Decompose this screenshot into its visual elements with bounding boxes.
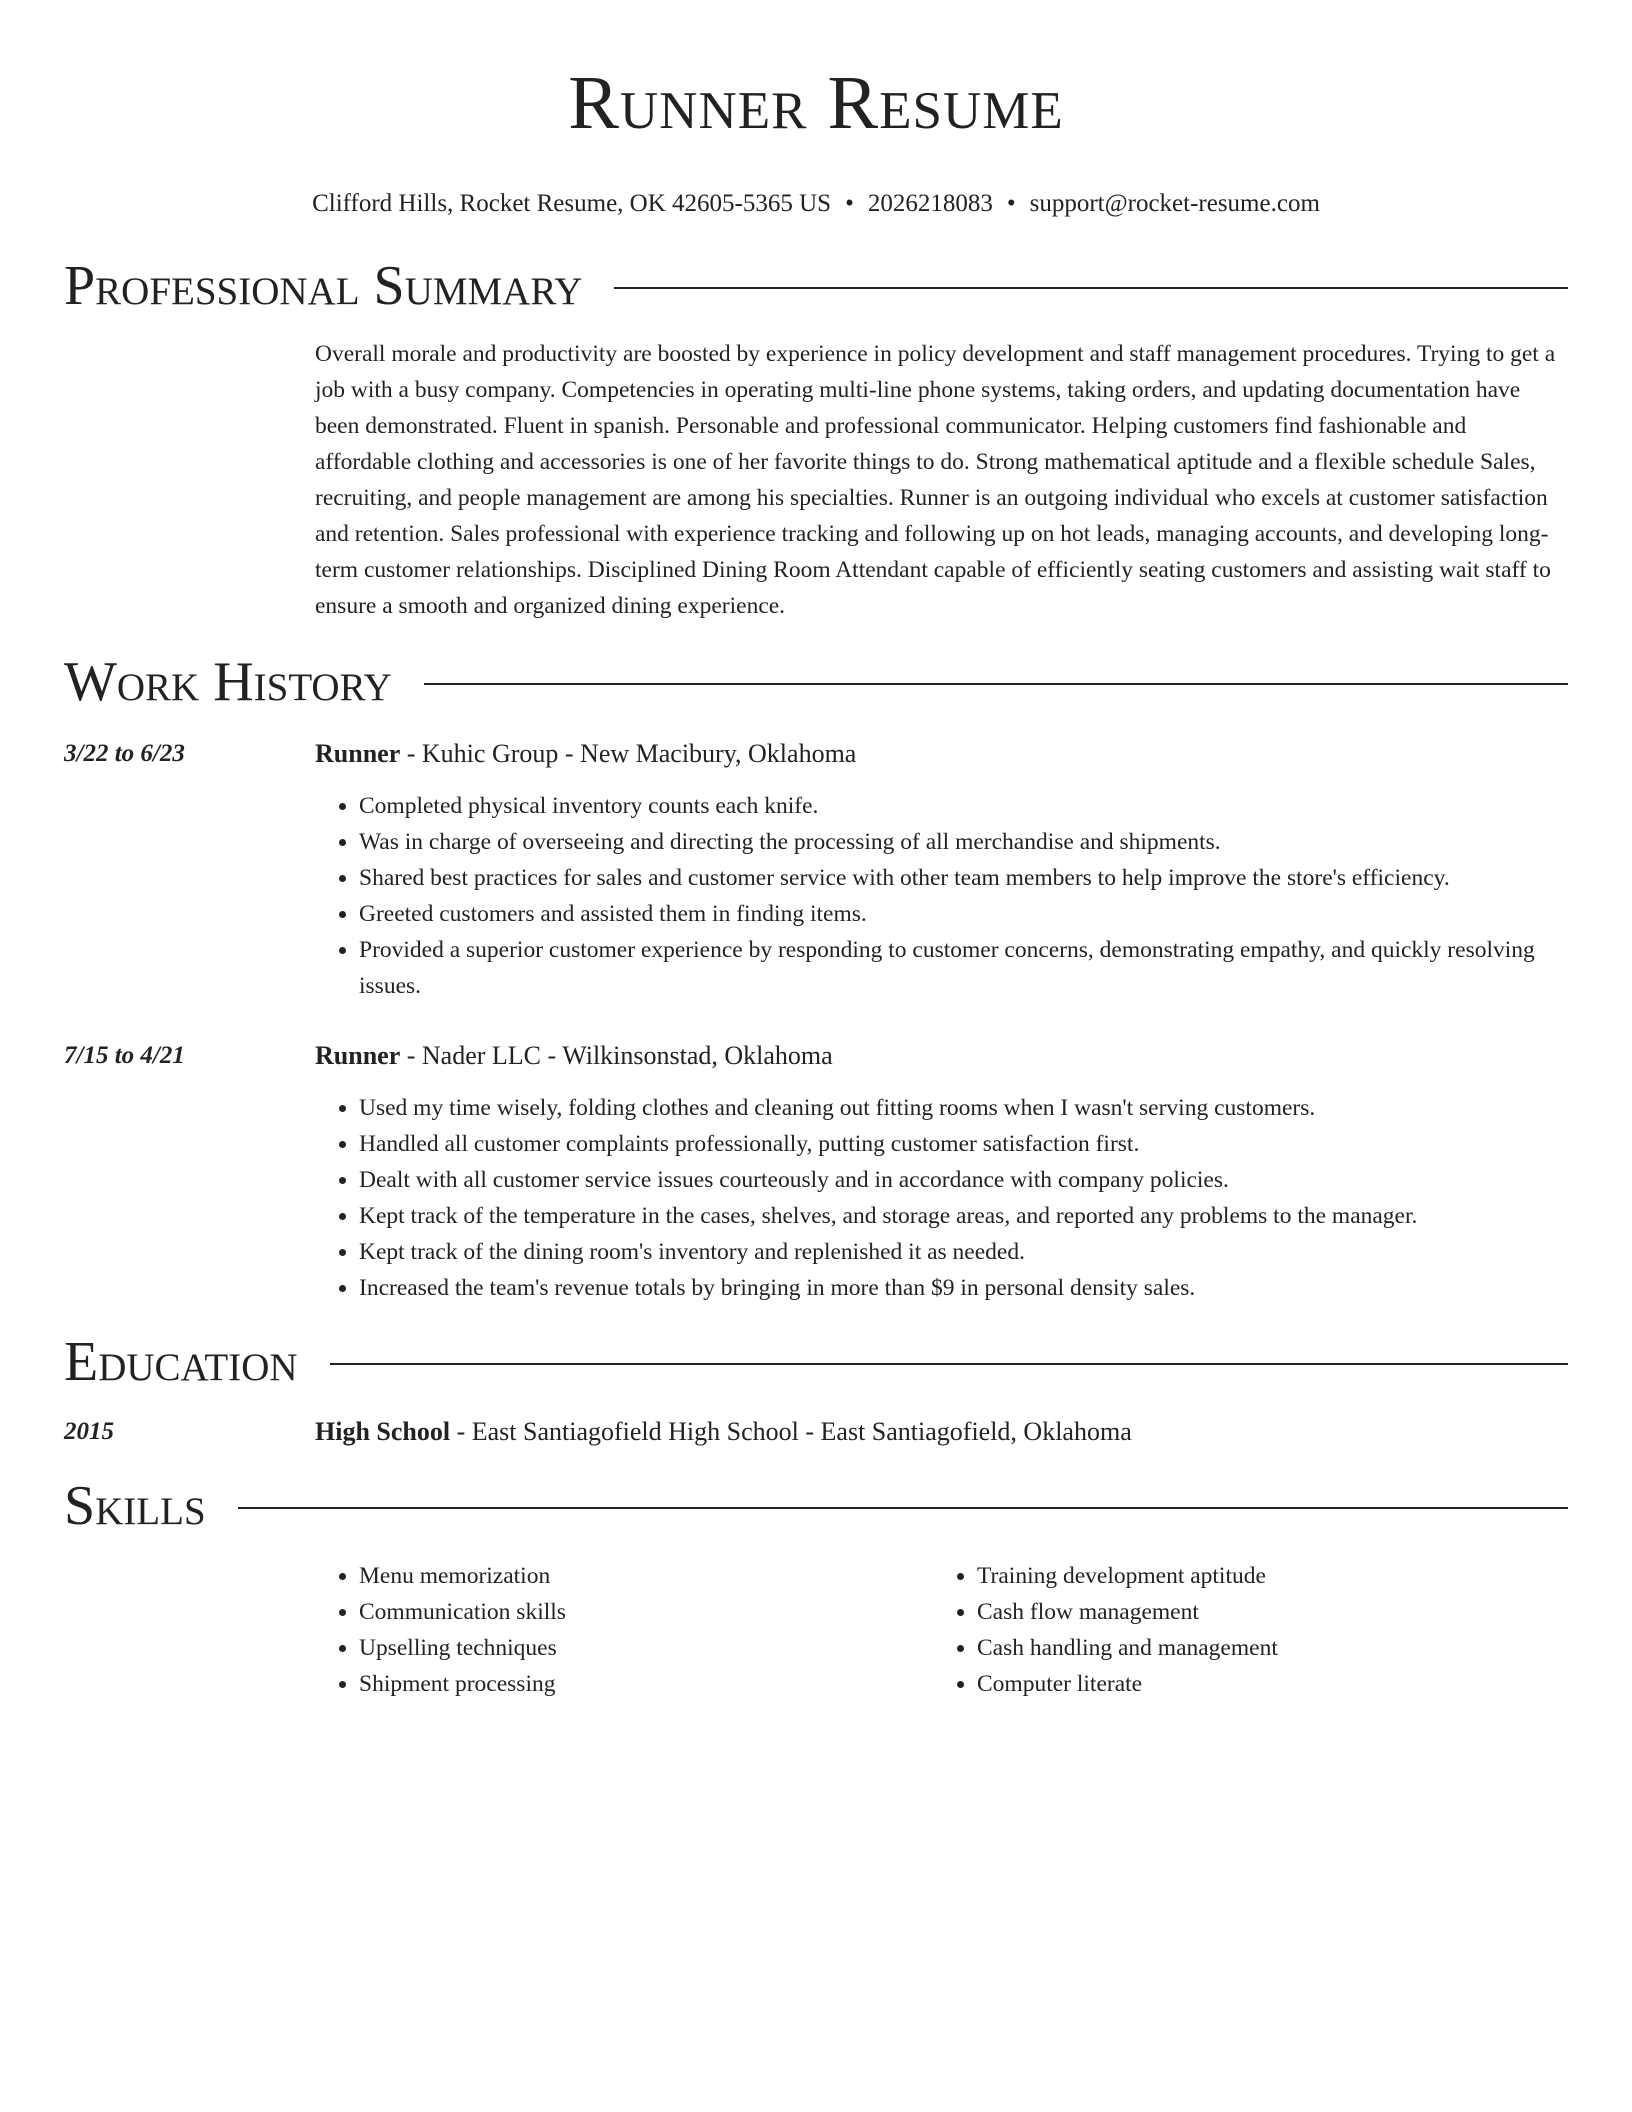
skill-item: • Communication skills	[359, 1594, 933, 1630]
skills-section-header	[64, 1474, 1568, 1538]
skill-item: • Menu memorization	[359, 1558, 933, 1594]
education-heading: Education	[64, 1331, 298, 1393]
job-bullet: • Greeted customers and assisted them in finding items.	[359, 896, 1568, 932]
job-entry	[64, 1038, 1568, 1306]
education-section-header	[64, 1330, 1568, 1394]
work-heading: Work History	[64, 651, 392, 713]
skills-column-right	[933, 1558, 1551, 1702]
job-entry	[64, 736, 1568, 1004]
job-bullet: • Dealt with all customer service issues courteously and in accordance with company policies.	[359, 1162, 1568, 1198]
summary-text: Overall morale and productivity are boosted by experience in policy development and staff management procedures. Trying to get a job with a busy company. Competencies in operating multi-line phone systems, taking orders, and updating documentation have been demonstrated. Fluent in spanish. Personable and professional communicator. Helping customers find fashionable and affordable clothing and accessories is one of her favorite things to do. Strong mathematical aptitude and a flexible schedule Sales, recruiting, and people management are among his specialties. Runner is an outgoing individual who excels at customer satisfaction and retention. Sales professional with experience tracking and following up on hot leads, managing accounts, and developing long-term customer relationships. Disciplined Dining Room Attendant capable of efficiently seating customers and assisting wait staff to ensure a smooth and organized dining experience.	[315, 341, 1556, 619]
job-bullet: • Completed physical inventory counts each knife.	[359, 788, 1568, 824]
section-divider	[424, 683, 1568, 685]
contact-separator: •	[845, 190, 854, 217]
job-heading	[315, 1038, 1568, 1074]
job-details: - Nader LLC - Wilkinsonstad, Oklahoma	[400, 1041, 833, 1070]
summary-section-header	[64, 254, 1568, 318]
job-bullet: • Increased the team's revenue totals by bringing in more than $9 in personal density sales.	[359, 1270, 1568, 1306]
job-details: - Kuhic Group - New Macibury, Oklahoma	[400, 739, 857, 768]
contact-separator: •	[1006, 190, 1016, 217]
job-bullet: • Kept track of the temperature in the cases, shelves, and storage areas, and reported any problems to the manager.	[359, 1198, 1568, 1234]
contact-phone: 2026218083	[867, 190, 993, 217]
job-bullet: • Was in charge of overseeing and directing the processing of all merchandise and shipments.	[359, 824, 1568, 860]
section-divider	[238, 1507, 1568, 1509]
section-divider	[614, 287, 1568, 289]
skill-item: • Computer literate	[977, 1666, 1551, 1702]
job-bullet: • Handled all customer complaints professionally, putting customer satisfaction first.	[359, 1126, 1568, 1162]
job-dates: 3/22 to 6/23	[64, 740, 185, 767]
job-bullet: • Provided a superior customer experience by responding to customer concerns, demonstrating empathy, and quickly resolving issues.	[359, 932, 1568, 1004]
skills-heading: Skills	[64, 1475, 206, 1537]
job-dates: 7/15 to 4/21	[64, 1042, 185, 1069]
skill-item: • Upselling techniques	[359, 1630, 933, 1666]
education-year: 2015	[64, 1418, 114, 1445]
skill-item: • Cash flow management	[977, 1594, 1551, 1630]
job-bullets	[315, 1090, 1568, 1306]
skills-column-left	[315, 1558, 933, 1702]
job-title: Runner	[315, 1041, 401, 1070]
summary-heading: Professional Summary	[64, 255, 583, 317]
job-heading	[315, 736, 1568, 772]
resume-name: Runner Resume	[568, 61, 1064, 145]
skills-list	[315, 1558, 1568, 1702]
education-entry	[64, 1414, 1568, 1450]
contact-address: Clifford Hills, Rocket Resume, OK 42605-5365 US	[312, 190, 832, 217]
education-degree: High School	[315, 1417, 451, 1446]
job-bullet: • Shared best practices for sales and customer service with other team members to help improve the store's efficiency.	[359, 860, 1568, 896]
skill-item: • Cash handling and management	[977, 1630, 1551, 1666]
job-title: Runner	[315, 739, 401, 768]
contact-email: support@rocket-resume.com	[1029, 190, 1320, 217]
skill-item: • Training development aptitude	[977, 1558, 1551, 1594]
education-heading-line	[315, 1414, 1568, 1450]
section-divider	[330, 1363, 1568, 1365]
education-details: - East Santiagofield High School - East Santiagofield, Oklahoma	[450, 1417, 1132, 1446]
contact-line	[64, 188, 1568, 220]
skill-item: • Shipment processing	[359, 1666, 933, 1702]
work-section-header	[64, 650, 1568, 714]
job-bullet: • Used my time wisely, folding clothes and cleaning out fitting rooms when I wasn't serving customers.	[359, 1090, 1568, 1126]
job-bullets	[315, 788, 1568, 1004]
job-bullet: • Kept track of the dining room's inventory and replenished it as needed.	[359, 1234, 1568, 1270]
